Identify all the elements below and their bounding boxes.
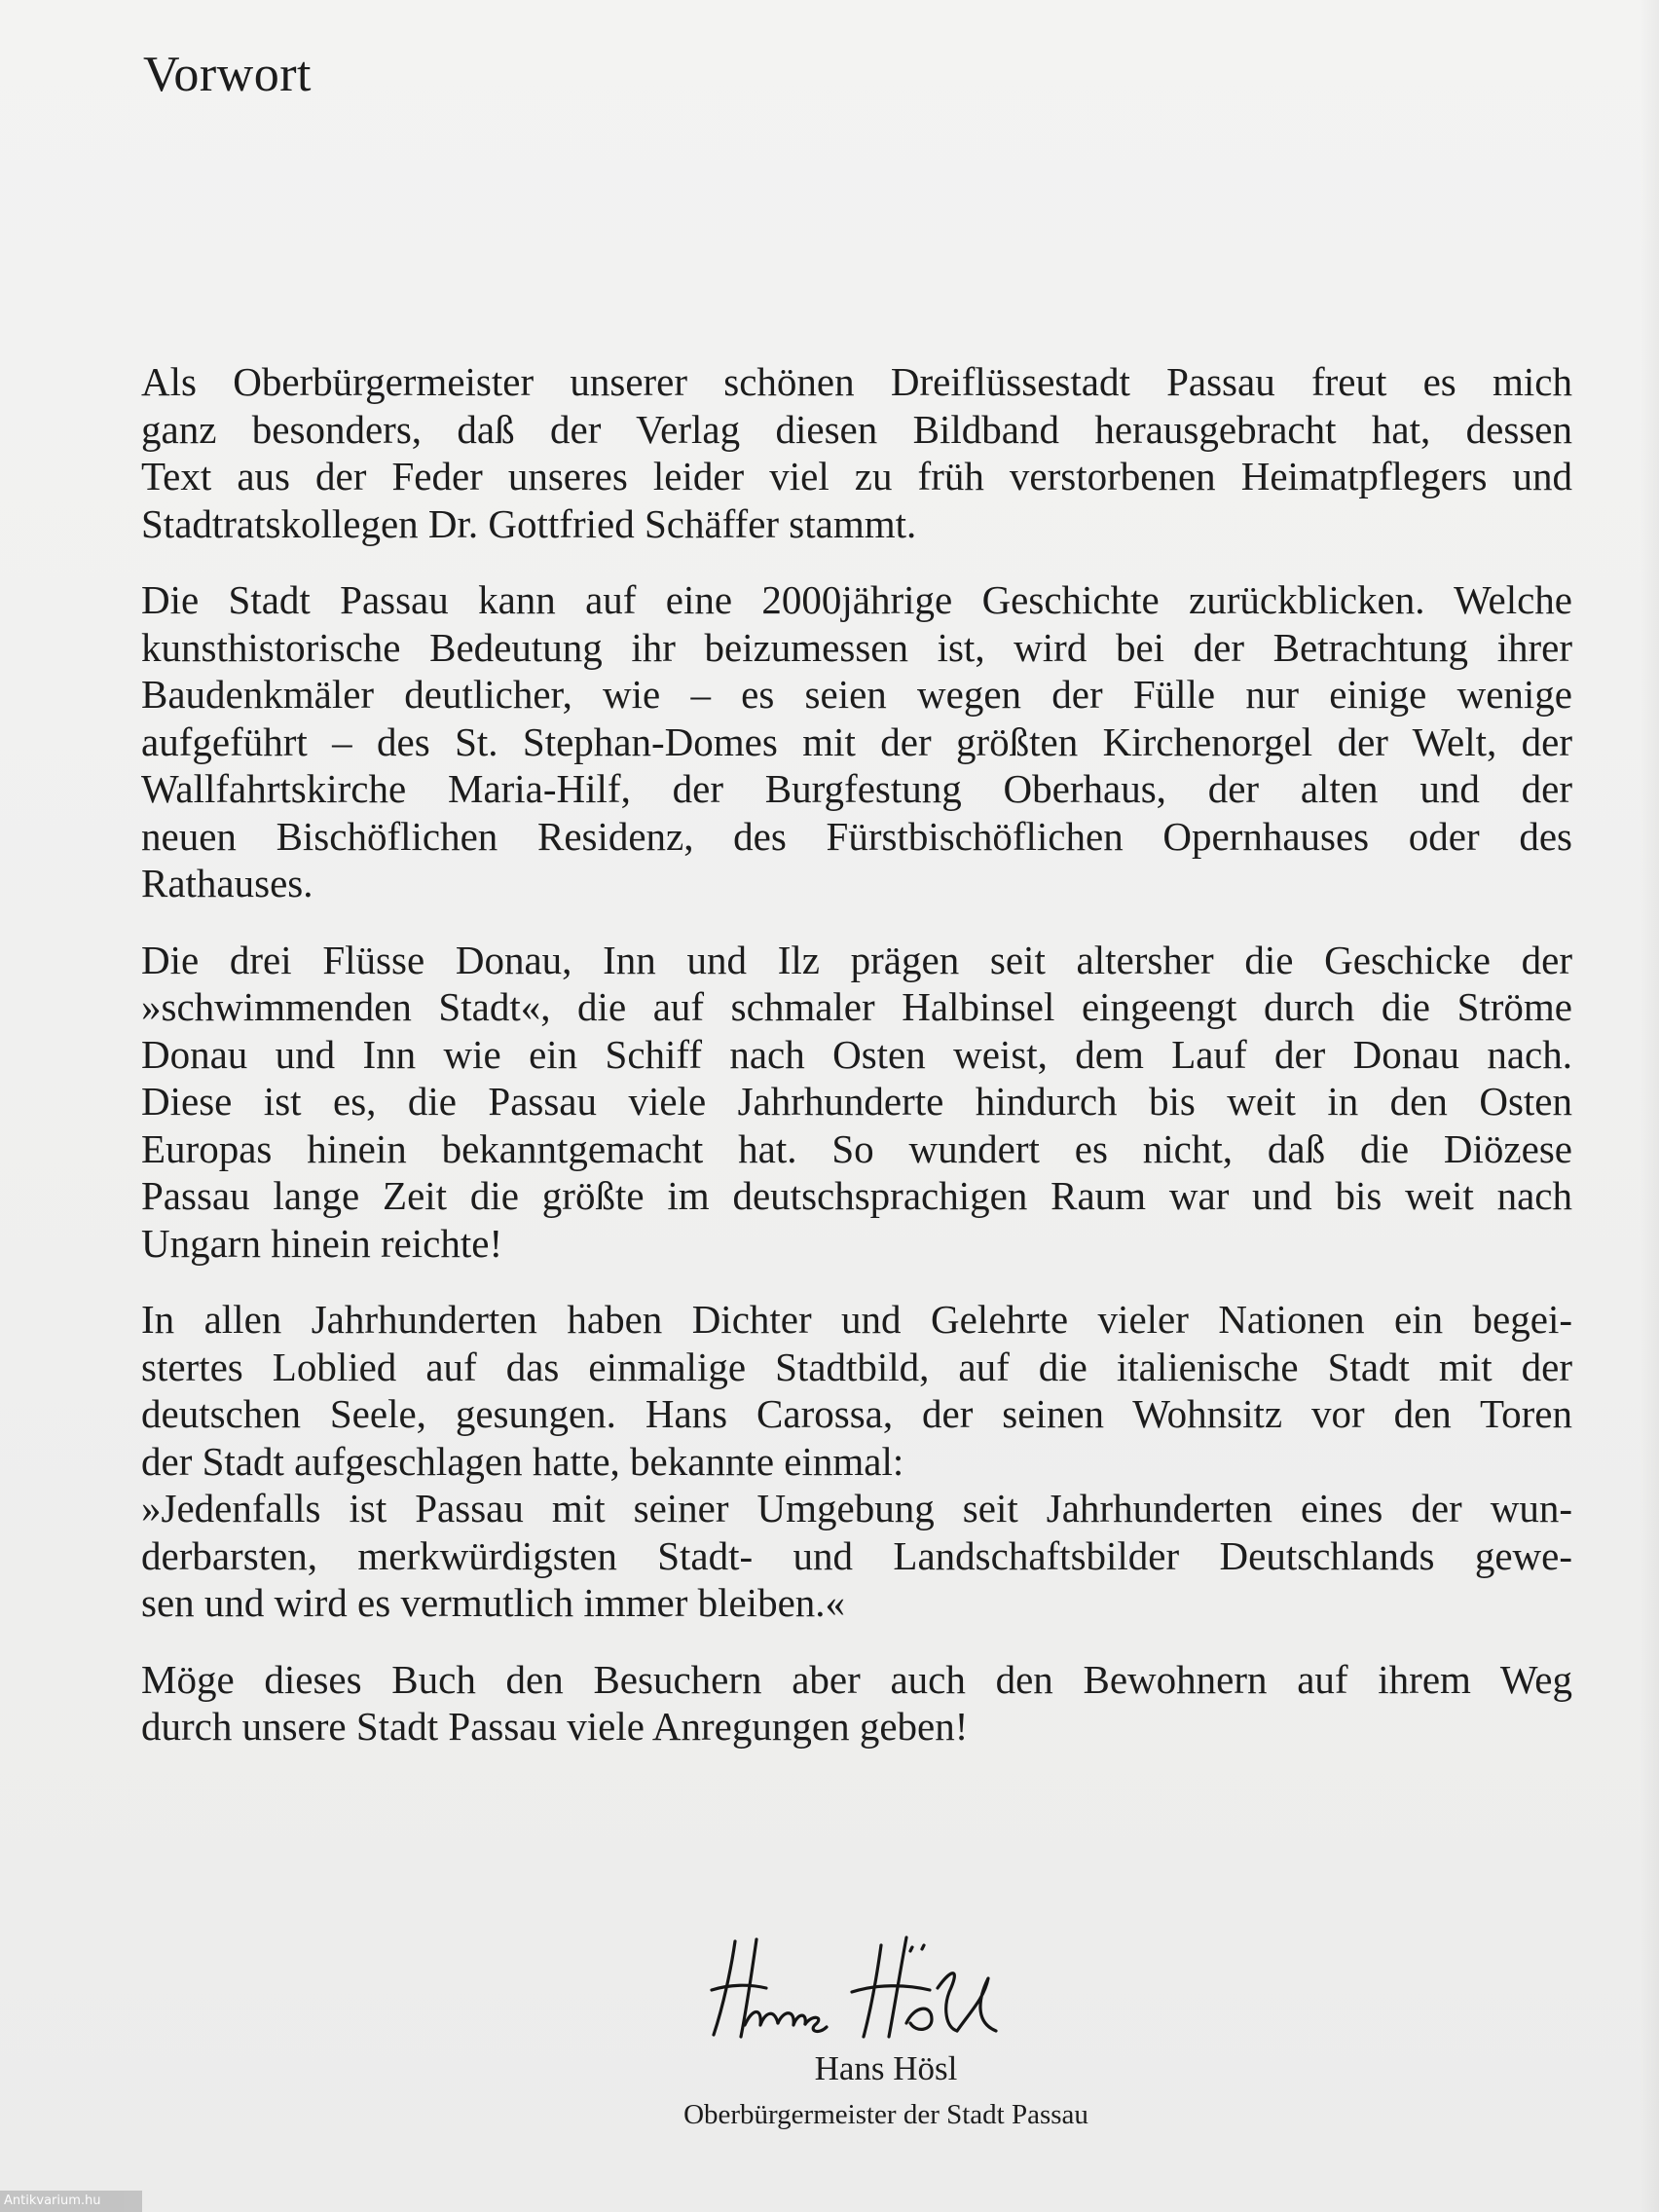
paragraph (141, 937, 1572, 1268)
text-line: Ungarn hinein reichte! (141, 1220, 503, 1266)
text-line: durch unsere Stadt Passau viele Anregungen geben! (141, 1704, 969, 1749)
page-edge-shadow (1640, 0, 1659, 2212)
watermark: Antikvarium.hu (0, 2191, 142, 2212)
text-line: In allen Jahrhunderten haben Dichter und Gelehrte vieler Nationen ein begei- (141, 1297, 1572, 1342)
text-line: Als Oberbürgermeister unserer schönen Dreiflüssestadt Passau freut es mich (141, 359, 1572, 404)
text-line: Europas hinein bekanntgemacht hat. So wundert es nicht, daß die Diözese (141, 1125, 1572, 1171)
text-line: derbarsten, merkwürdigsten Stadt- und Landschaftsbilder Deutschlands gewe- (141, 1532, 1572, 1578)
text-line: sen und wird es vermutlich immer bleiben.« (141, 1580, 846, 1625)
text-line: neuen Bischöflichen Residenz, des Fürstbischöflichen Opernhauses oder des (141, 813, 1572, 859)
text-line: Die drei Flüsse Donau, Inn und Ilz prägen seit altersher die Geschicke der (141, 937, 1572, 982)
text-line: der Stadt aufgeschlagen hatte, bekannte einmal: (141, 1438, 904, 1484)
page-title: Vorwort (143, 47, 312, 102)
text-line: Diese ist es, die Passau viele Jahrhunderte hindurch bis weit in den Osten (141, 1079, 1572, 1124)
text-line: »schwimmenden Stadt«, die auf schmaler Halbinsel eingeengt durch die Ströme (141, 984, 1572, 1029)
text-line: Text aus der Feder unseres leider viel zu früh verstorbenen Heimatpflegers und (141, 454, 1572, 498)
text-line: Wallfahrtskirche Maria-Hilf, der Burgfestung Oberhaus, der alten und der (141, 766, 1572, 811)
paragraph (141, 358, 1572, 547)
text-line: Die Stadt Passau kann auf eine 2000jährige Geschichte zurückblicken. Welche (141, 577, 1572, 622)
text-line: deutschen Seele, gesungen. Hans Carossa, der seinen Wohnsitz vor den Toren (141, 1391, 1572, 1436)
paragraph (141, 1656, 1572, 1751)
text-line: kunsthistorische Bedeutung ihr beizumessen ist, wird bei der Betrachtung ihrer (141, 624, 1572, 670)
text-line: Donau und Inn wie ein Schiff nach Osten weist, dem Lauf der Donau nach. (141, 1031, 1572, 1077)
text-line: Stadtratskollegen Dr. Gottfried Schäffer stammt. (141, 500, 917, 546)
signer-name: Hans Hösl (814, 2049, 958, 2087)
handwritten-signature (706, 1930, 1027, 2042)
text-line: Rathauses. (141, 861, 313, 905)
text-line: stertes Loblied auf das einmalige Stadtbild, auf die italienische Stadt mit der (141, 1344, 1572, 1389)
paragraph (141, 1296, 1572, 1627)
paragraph (141, 576, 1572, 907)
text-line: aufgeführt – des St. Stephan-Domes mit der größten Kirchenorgel der Welt, der (141, 719, 1572, 764)
text-line: »Jedenfalls ist Passau mit seiner Umgebung seit Jahrhunderten eines der wun- (141, 1486, 1572, 1530)
signer-role: Oberbürgermeister der Stadt Passau (683, 2099, 1088, 2130)
body-text (141, 358, 1572, 1780)
text-line: ganz besonders, daß der Verlag diesen Bildband herausgebracht hat, dessen (141, 406, 1572, 452)
text-line: Passau lange Zeit die größte im deutschsprachigen Raum war und bis weit nach (141, 1173, 1572, 1218)
text-line: Möge dieses Buch den Besuchern aber auch den Bewohnern auf ihrem Weg (141, 1656, 1572, 1702)
text-line: Baudenkmäler deutlicher, wie – es seien wegen der Fülle nur einige wenige (141, 672, 1572, 717)
